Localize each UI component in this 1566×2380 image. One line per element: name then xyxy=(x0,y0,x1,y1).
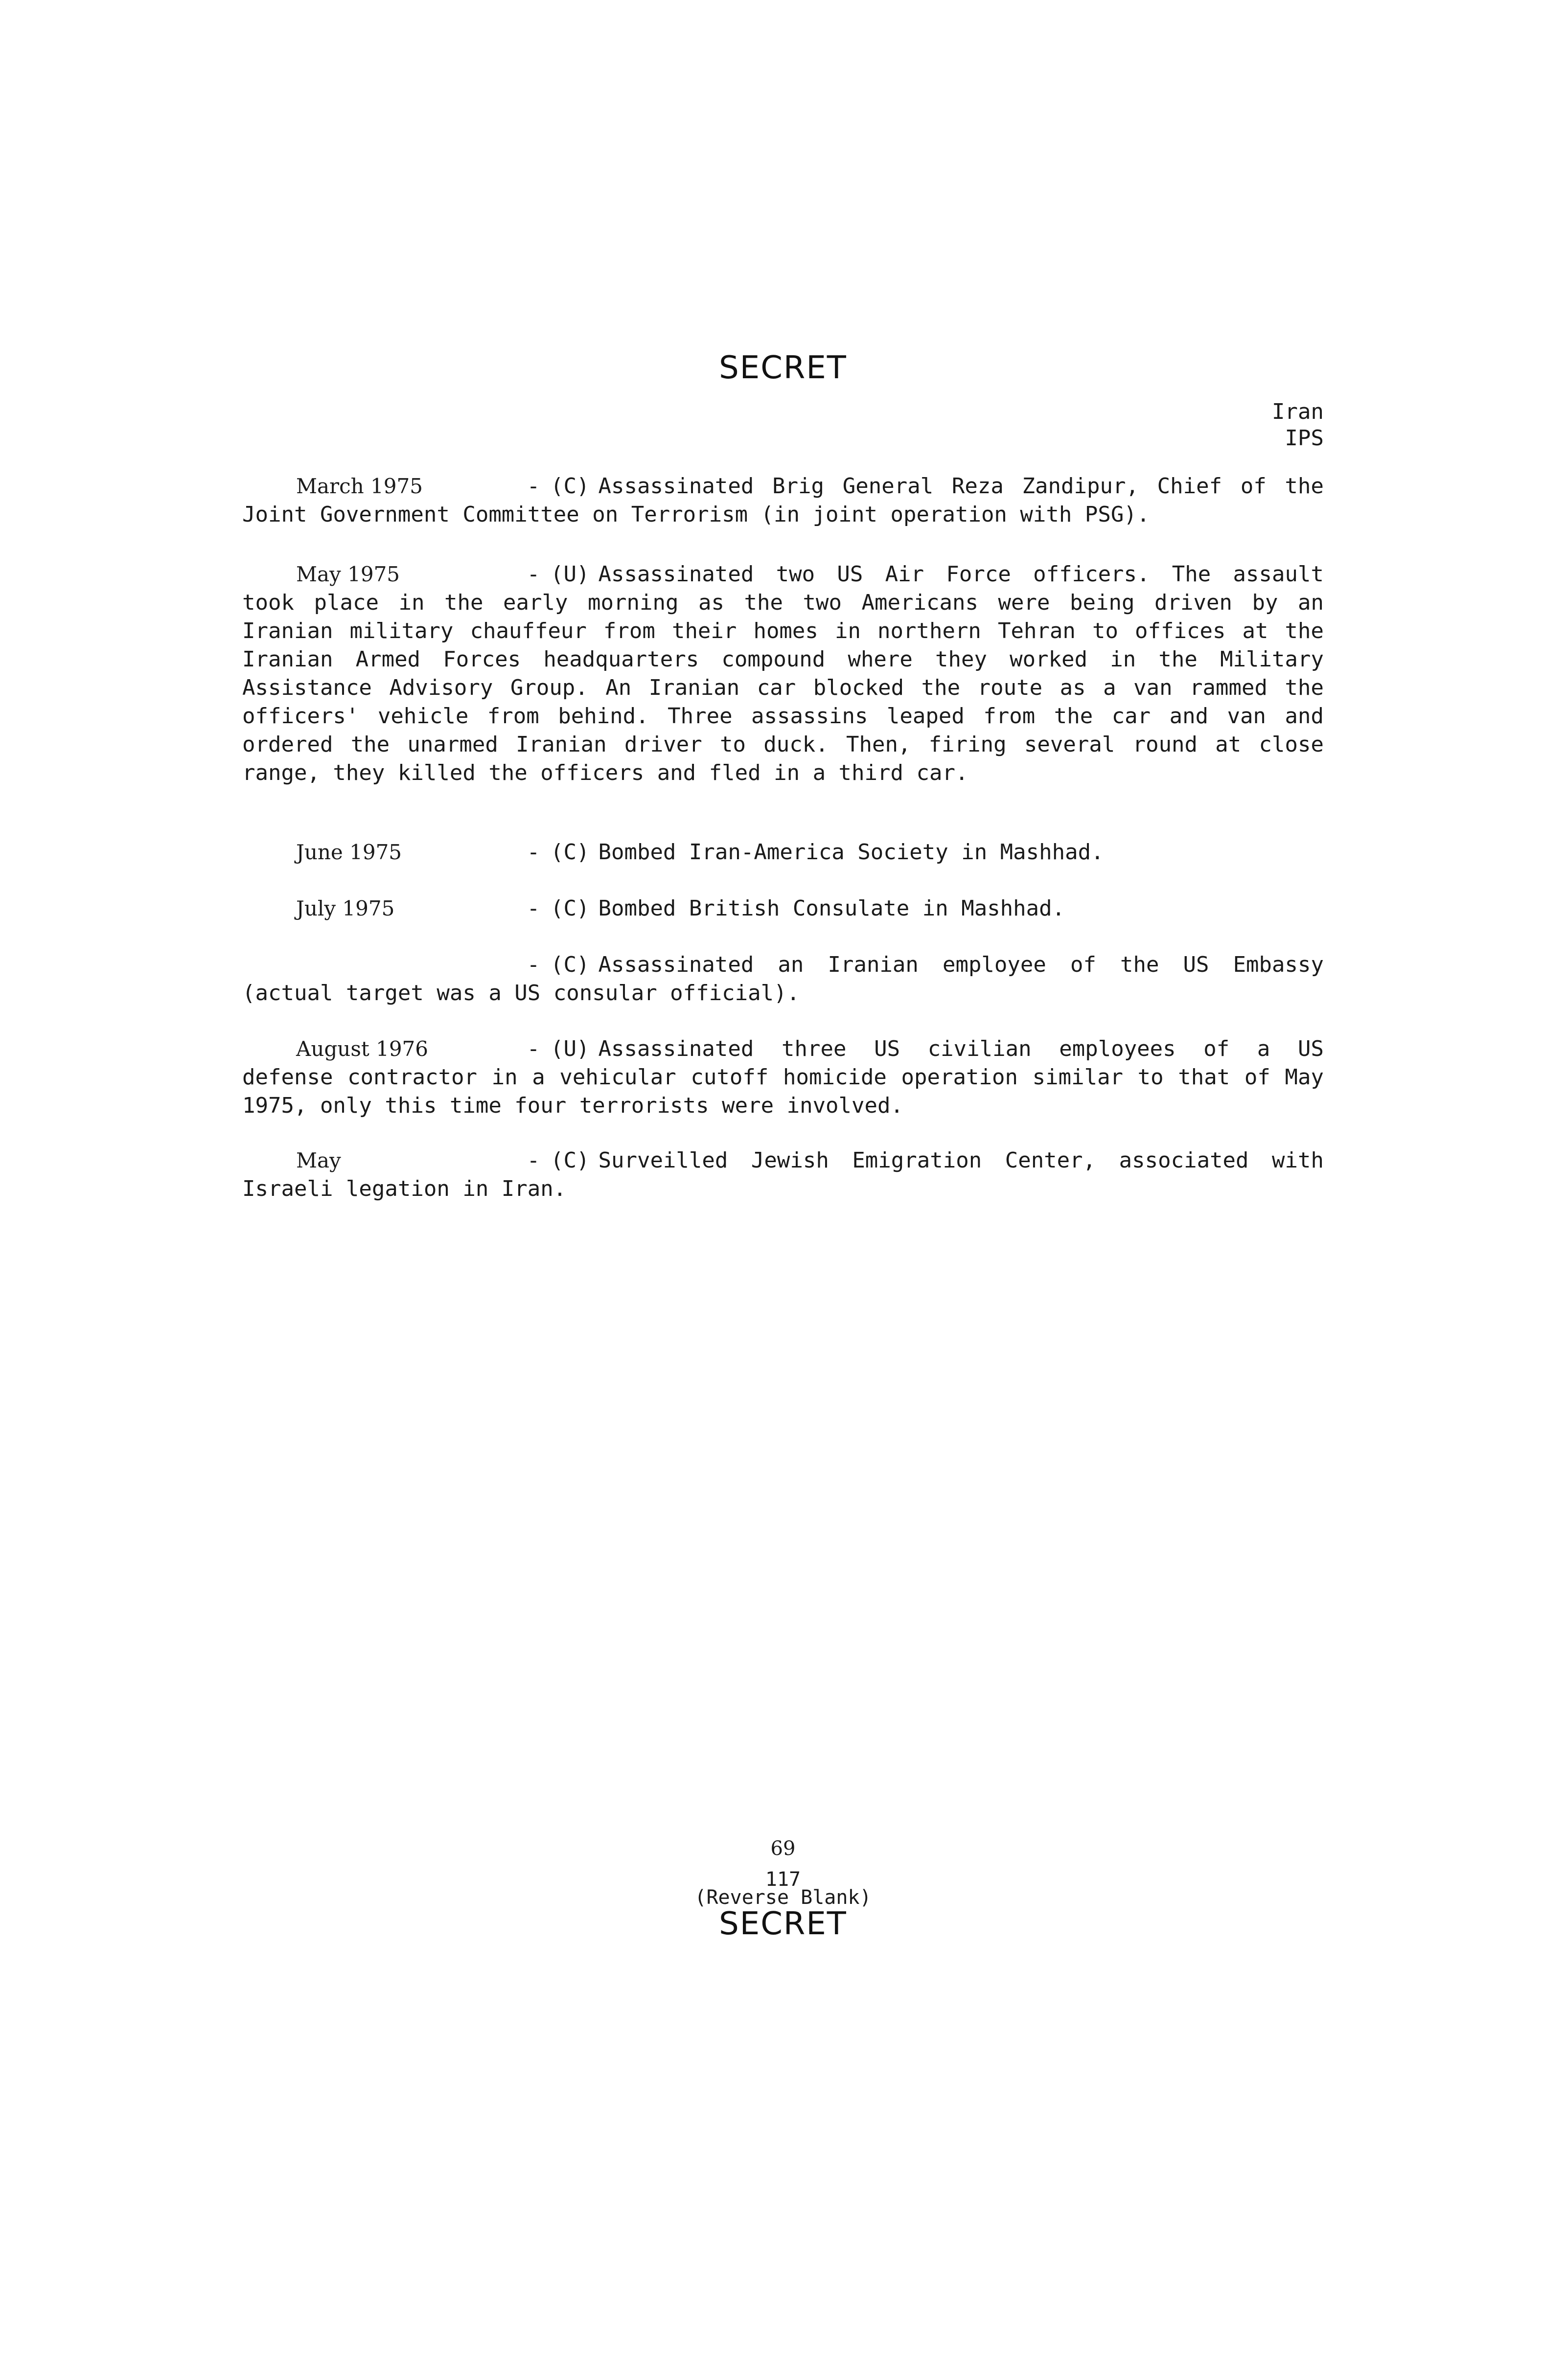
incident-entry xyxy=(242,951,1324,1007)
entry-date: March 1975 xyxy=(296,474,423,498)
classification-marking-top: SECRET xyxy=(719,350,847,386)
entry-date: June 1975 xyxy=(296,840,402,864)
entry-dash: - xyxy=(527,952,540,977)
entry-text: Bombed Iran-America Society in Mashhad. xyxy=(598,840,1104,865)
entry-dash: - xyxy=(527,840,540,865)
alt-page-number: 117 xyxy=(765,1868,801,1891)
incident-entry xyxy=(242,472,1324,529)
entry-text: Assassinated Brig General Reza Zandipur, Chief of the Joint Government Committee on Terrorism (in joint operation with PSG). xyxy=(242,474,1324,527)
entry-classification: (C) xyxy=(551,952,590,977)
entry-classification: (C) xyxy=(551,840,590,865)
entry-classification: (U) xyxy=(551,562,590,587)
entry-date: July 1975 xyxy=(296,896,395,920)
entry-classification: (C) xyxy=(551,896,590,921)
incident-entry xyxy=(242,1146,1324,1203)
entry-date: August 1976 xyxy=(296,1037,428,1061)
reverse-blank-note: (Reverse Blank) xyxy=(694,1886,872,1909)
entry-dash: - xyxy=(527,896,540,921)
entry-text: Bombed British Consulate in Mashhad. xyxy=(598,896,1065,921)
entry-text: Assassinated two US Air Force officers. The assault took place in the early morning as the two Americans were being driven by an Iranian military chauffeur from their homes in northern Tehran to offices at the Iranian Armed Forces headquarters compound where they worked in the Military Assistance Advisory Group. An Iranian car blocked the route as a van rammed the officers' vehicle from behind. Three assassins leaped from the car and van and ordered the unarmed Iranian driver to duck. Then, firing several round at close range, they killed the officers and fled in a third car. xyxy=(242,562,1324,785)
entry-classification: (C) xyxy=(551,1148,590,1173)
header-group: IPS xyxy=(1285,426,1324,451)
incident-entry xyxy=(242,838,1324,867)
page-number: 69 xyxy=(770,1837,796,1860)
entry-dash: - xyxy=(527,1036,540,1061)
entry-dash: - xyxy=(527,562,540,587)
classification-marking-bottom: SECRET xyxy=(719,1906,847,1942)
header-country: Iran xyxy=(1272,399,1324,424)
entry-date: May 1975 xyxy=(296,562,400,586)
entry-dash: - xyxy=(527,1148,540,1173)
entry-text: Surveilled Jewish Emigration Center, associated with Israeli legation in Iran. xyxy=(242,1148,1324,1201)
entry-classification: (C) xyxy=(551,474,590,499)
entry-date: May xyxy=(296,1148,341,1172)
incident-entry xyxy=(242,894,1324,923)
entry-text: Assassinated an Iranian employee of the US Embassy (actual target was a US consular official). xyxy=(242,952,1324,1006)
page-header xyxy=(1272,399,1324,452)
incident-entry xyxy=(242,560,1324,787)
entry-text: Assassinated three US civilian employees of a US defense contractor in a vehicular cutoff homicide operation similar to that of May 1975, only this time four terrorists were involved. xyxy=(242,1036,1324,1118)
incident-entry xyxy=(242,1035,1324,1120)
entry-classification: (U) xyxy=(551,1036,590,1061)
entry-dash: - xyxy=(527,474,540,499)
